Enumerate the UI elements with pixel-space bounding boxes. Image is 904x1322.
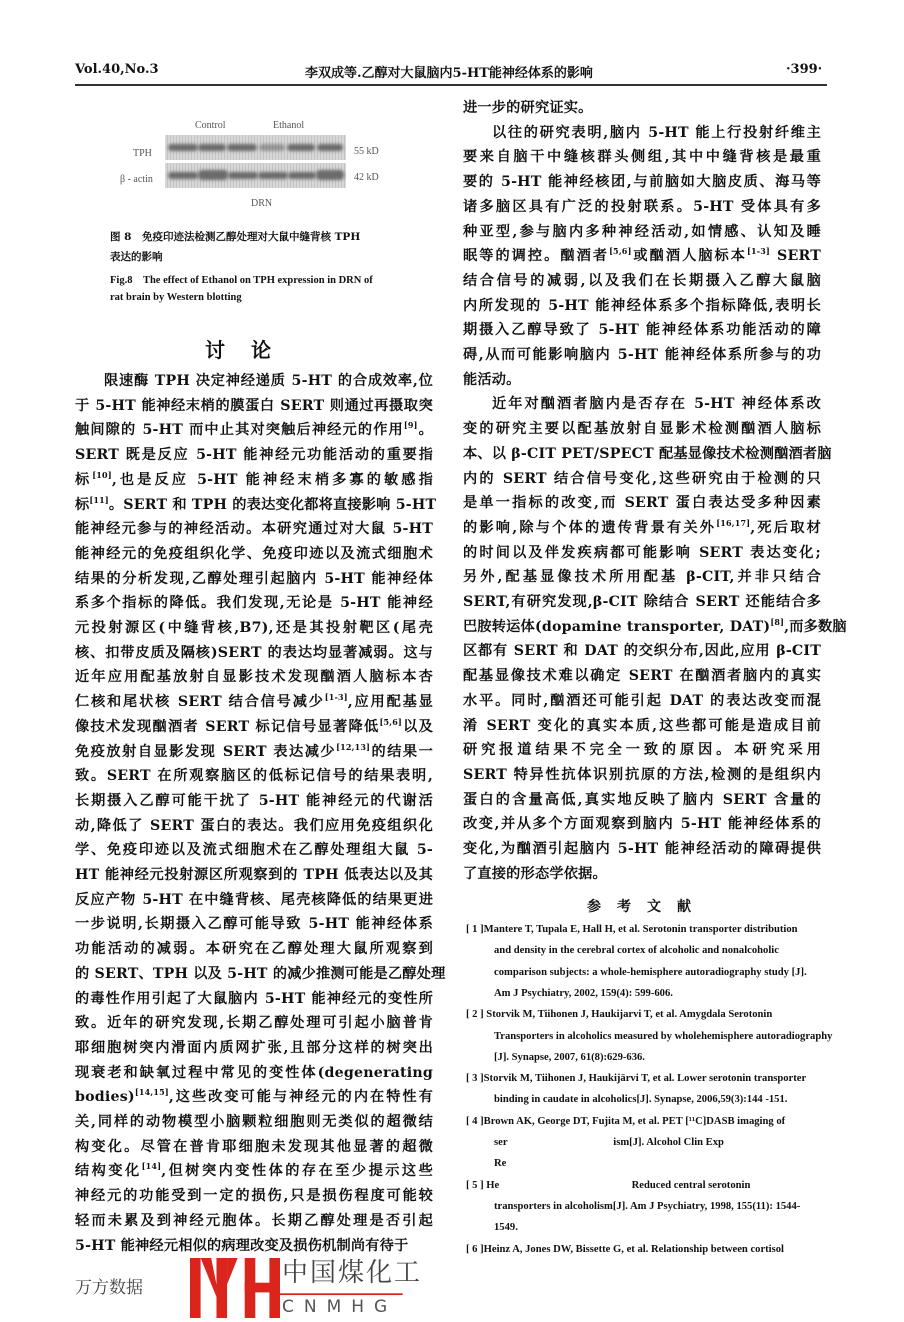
text-line: 的毒性作用引起了大鼠脑内 5-HT 能神经元的变性所 bbox=[75, 990, 433, 1007]
text-line: 研究报道结果不完全一致的原因。本研究采用 bbox=[463, 742, 821, 759]
text-line: 标[10],也是反应 5-HT 能神经末梢多寡的敏感指 bbox=[75, 469, 433, 488]
text-line: 轻而未累及到神经元胞体。长期乙醇处理是否引起 bbox=[75, 1212, 433, 1229]
text-line: 结合信号的减弱,以及我们在长期摄入乙醇大鼠脑 bbox=[463, 272, 821, 289]
text-line: 本、以 β-CIT PET/SPECT 配基显像技术检测酗酒者脑 bbox=[463, 445, 832, 462]
text-line: 进一步的研究证实。 bbox=[463, 100, 593, 116]
text-line: 能神经元的免疫组织化学、免疫印迹以及流式细胞术 bbox=[75, 545, 433, 562]
reference-line: and density in the cerebral cortex of alcoholic and nonalcoholic bbox=[494, 945, 779, 957]
text-line: 要来自脑干中缝核群头侧组,其中中缝背核是最重 bbox=[463, 149, 821, 166]
text-line: 内的 SERT 结合信号变化,这些研究由于检测的只 bbox=[463, 470, 821, 487]
size-label-tph: 55 kD bbox=[354, 146, 379, 157]
reference-line: Re bbox=[494, 1158, 507, 1170]
text-line: 触间隙的 5-HT 而中止其对突触后神经元的作用[9]。 bbox=[75, 420, 433, 439]
text-line: HT 能神经元投射源区所观察到的 TPH 低表达以及其 bbox=[75, 867, 433, 883]
row-label-actin: β - actin bbox=[120, 174, 153, 185]
blot-row-actin bbox=[165, 163, 346, 188]
region-label: DRN bbox=[251, 198, 273, 209]
row-label-tph: TPH bbox=[133, 148, 152, 159]
reference-line: ser ism[J]. Alcohol Clin Exp bbox=[494, 1137, 724, 1148]
text-line: 了直接的形态学依据。 bbox=[463, 865, 607, 882]
text-line: 一步说明,长期摄入乙醇可能导致 5-HT 能神经体系 bbox=[75, 916, 433, 933]
text-line: 的影响,除与个体的遗传背景有关外[16,17],死后取材 bbox=[463, 517, 821, 536]
text-line: SERT 特异性抗体识别抗原的方法,检测的是组织内 bbox=[463, 766, 821, 783]
reference-line: 1549. bbox=[494, 1222, 518, 1234]
text-line: bodies)[14,15],这些改变可能与神经元的内在特性有 bbox=[75, 1087, 433, 1106]
reference-line: Am J Psychiatry, 2002, 159(4): 599-606. bbox=[494, 987, 673, 999]
text-line: 变化,为酗酒引起脑内 5-HT 能神经活动的障碍提供 bbox=[463, 841, 821, 857]
reference-line: [ 5 ] He Reduced central serotonin bbox=[466, 1179, 751, 1191]
text-line: 区都有 SERT 和 DAT 的交织分布,因此,应用 β-CIT bbox=[463, 643, 821, 660]
reference-line: [J]. Synapse, 2007, 61(8):629-636. bbox=[494, 1051, 645, 1063]
reference-line: comparison subjects: a whole-hemisphere autoradiography study [J]. bbox=[494, 966, 807, 978]
text-line: 期摄入乙醇导致了 5-HT 能神经体系功能活动的障 bbox=[463, 322, 821, 339]
text-line: 蛋白的含量高低,真实地反映了脑内 SERT 含量的 bbox=[463, 791, 821, 808]
text-line: 神经元的功能受到一定的损伤,只是损伤程度可能较 bbox=[75, 1188, 433, 1205]
reference-line: [ 4 ]Brown AK, George DT, Fujita M, et al. PET [¹¹C]DASB imaging of bbox=[466, 1115, 786, 1127]
text-line: 于 5-HT 能神经末梢的膜蛋白 SERT 则通过再摄取突 bbox=[75, 397, 433, 414]
header-rule bbox=[75, 84, 827, 86]
reference-line: [ 2 ] Storvik M, Tiihonen J, Haukijarvi T, et al. Amygdala Serotonin bbox=[466, 1009, 773, 1021]
reference-line: [ 6 ]Heinz A, Jones DW, Bissette G, et al. Relationship between cortisol bbox=[466, 1243, 784, 1255]
text-line: 功能活动的减弱。本研究在乙醇处理大鼠所观察到 bbox=[75, 941, 433, 958]
text-line: 的时间以及伴发疾病都可能影响 SERT 表达变化; bbox=[463, 544, 821, 561]
text-line: 诸多脑区具有广泛的投射联系。5-HT 受体具有多 bbox=[463, 198, 821, 215]
reference-line: [ 3 ]Storvik M, Tiihonen J, Haukijärvi T, et al. Lower serotonin transporter bbox=[466, 1073, 807, 1085]
text-line: 改变,并从多个方面观察到脑内 5-HT 能神经体系的 bbox=[463, 816, 821, 833]
text-line: 结果的分析发现,乙醇处理引起脑内 5-HT 能神经体 bbox=[75, 570, 433, 587]
text-line: SERT,有研究发现,β-CIT 除结合 SERT 还能结合多 bbox=[463, 594, 821, 610]
text-line: 近年对酗酒者脑内是否存在 5-HT 神经体系改 bbox=[492, 396, 821, 413]
text-line: 动,降低了 SERT 蛋白的表达。我们应用免疫组织化 bbox=[75, 817, 433, 834]
page-number: ·399· bbox=[786, 62, 823, 77]
figure-caption-en: Fig.8 The effect of Ethanol on TPH expression in DRN of bbox=[110, 275, 373, 286]
text-line: 近年应用配基放射自显影技术发现酗酒人脑标本杏 bbox=[75, 669, 433, 686]
text-line: 关,同样的动物模型小脑颗粒细胞则无类似的超微结 bbox=[75, 1114, 433, 1130]
text-line: 仁核和尾状核 SERT 结合信号减少[1-3],应用配基显 bbox=[75, 692, 434, 711]
lane-label-control: Control bbox=[195, 120, 226, 131]
text-line: 限速酶 TPH 决定神经递质 5-HT 的合成效率,位 bbox=[104, 373, 433, 389]
text-line: SERT 既是反应 5-HT 能神经元功能活动的重要指 bbox=[75, 447, 433, 464]
reference-line: binding in caudate in alcoholics[J]. Synapse, 2006,59(3):144 -151. bbox=[494, 1094, 788, 1106]
western-blot-image bbox=[165, 133, 346, 193]
text-line: 要的 5-HT 能神经核团,与前脑如大脑皮质、海马等 bbox=[463, 174, 821, 191]
watermark-en: CNMHG bbox=[282, 1297, 398, 1317]
reference-line: Transporters in alcoholics measured by wholehemisphere autoradiography bbox=[494, 1030, 833, 1042]
text-line: 眠等的调控。酗酒者[5,6]或酗酒人脑标本[1-3] SERT bbox=[463, 246, 821, 265]
lane-label-ethanol: Ethanol bbox=[273, 120, 305, 131]
text-line: 标[11]。SERT 和 TPH 的表达变化都将直接影响 5-HT bbox=[75, 494, 437, 513]
journal-issue: Vol.40,No.3 bbox=[75, 62, 159, 77]
text-line: 水平。同时,酗酒还可能引起 DAT 的表达改变而混 bbox=[463, 692, 821, 709]
text-line: 种亚型,参与脑内多种神经活动,如情感、认知及睡 bbox=[463, 223, 821, 240]
text-line: 变的研究主要以配基放射自显影术检测酗酒人脑标 bbox=[463, 421, 821, 438]
text-line: 免疫放射自显影发现 SERT 表达减少[12,13]的结果一 bbox=[75, 741, 433, 760]
section-heading-discussion: 讨论 bbox=[205, 338, 297, 362]
text-line: 碍,从而可能影响脑内 5-HT 能神经体系所参与的功 bbox=[463, 347, 821, 363]
size-label-actin: 42 kD bbox=[354, 172, 379, 183]
reference-line: [ 1 ]Mantere T, Tupala E, Hall H, et al. Serotonin transporter distribution bbox=[466, 924, 798, 935]
figure-caption-cn: 表达的影响 bbox=[110, 251, 163, 263]
text-line: 现衰老和缺氧过程中常见的变性体(degenerating bbox=[75, 1064, 433, 1081]
blot-row-tph bbox=[165, 135, 346, 160]
text-line: 耶细胞树突内滑面内质网扩张,且部分这样的树突出 bbox=[75, 1039, 433, 1056]
text-line: 5-HT 能神经元相似的病理改变及损伤机制尚有待于 bbox=[75, 1237, 409, 1254]
running-title: 李双成等.乙醇对大鼠脑内5-HT能神经体系的影响 bbox=[305, 66, 593, 81]
text-line: 构变化。尽管在普肯耶细胞未发现其他显著的超微 bbox=[75, 1138, 433, 1155]
text-line: 配基显像技术难以确定 SERT 在酗酒者脑内的真实 bbox=[463, 668, 821, 685]
text-line: 的 SERT、TPH 以及 5-HT 的减少推测可能是乙醇处理 bbox=[75, 965, 446, 982]
text-line: 系多个指标的降低。我们发现,无论是 5-HT 能神经 bbox=[75, 595, 433, 612]
watermark-logo bbox=[190, 1258, 440, 1318]
text-line: 另外,配基显像技术所用配基 β-CIT,并非只结合 bbox=[463, 569, 821, 586]
text-line: 学、免疫印迹以及流式细胞术在乙醇处理组大鼠 5- bbox=[75, 842, 433, 859]
figure-caption-cn: 图 8 免疫印迹法检测乙醇处理对大鼠中缝背核 TPH bbox=[110, 231, 361, 243]
text-line: 像技术发现酗酒者 SERT 标记信号显著降低[5,6]以及 bbox=[75, 716, 433, 735]
watermark-cn: 中国煤化工 bbox=[282, 1258, 423, 1288]
text-line: 元投射源区(中缝背核,B7),还是其投射靶区(尾壳 bbox=[75, 620, 433, 636]
text-line: 长期摄入乙醇可能干扰了 5-HT 能神经元的代谢活 bbox=[75, 792, 433, 809]
text-line: 能神经元参与的神经活动。本研究通过对大鼠 5-HT bbox=[75, 521, 433, 538]
text-line: 淆 SERT 变化的真实本质,这些都可能是造成目前 bbox=[463, 717, 821, 734]
text-line: 内所发现的 5-HT 能神经体系多个指标降低,表明长 bbox=[463, 297, 821, 314]
text-line: 巴胺转运体(dopamine transporter, DAT)[8],而多数脑 bbox=[463, 616, 847, 635]
section-heading-references: 参考文献 bbox=[587, 899, 707, 915]
reference-line: transporters in alcoholism[J]. Am J Psychiatry, 1998, 155(11): 1544- bbox=[494, 1200, 801, 1212]
text-line: 能活动。 bbox=[463, 371, 521, 388]
text-line: 以往的研究表明,脑内 5-HT 能上行投射纤维主 bbox=[492, 124, 821, 141]
figure-caption-en: rat brain by Western blotting bbox=[110, 292, 242, 303]
text-line: 反应产物 5-HT 在中缝背核、尾壳核降低的结果更进 bbox=[75, 891, 433, 908]
text-line: 是单一指标的改变,而 SERT 蛋白表达受多种因素 bbox=[463, 495, 821, 512]
footer-source: 万方数据 bbox=[75, 1278, 143, 1298]
text-line: 致。SERT 在所观察脑区的低标记信号的结果表明, bbox=[75, 768, 433, 785]
text-line: 核、扣带皮质及隔核)SERT 的表达均显著减弱。这与 bbox=[75, 644, 433, 661]
text-line: 结构变化[14],但树突内变性体的存在至少提示这些 bbox=[75, 1161, 433, 1180]
text-line: 致。近年的研究发现,长期乙醇处理可引起小脑普肯 bbox=[75, 1015, 433, 1032]
